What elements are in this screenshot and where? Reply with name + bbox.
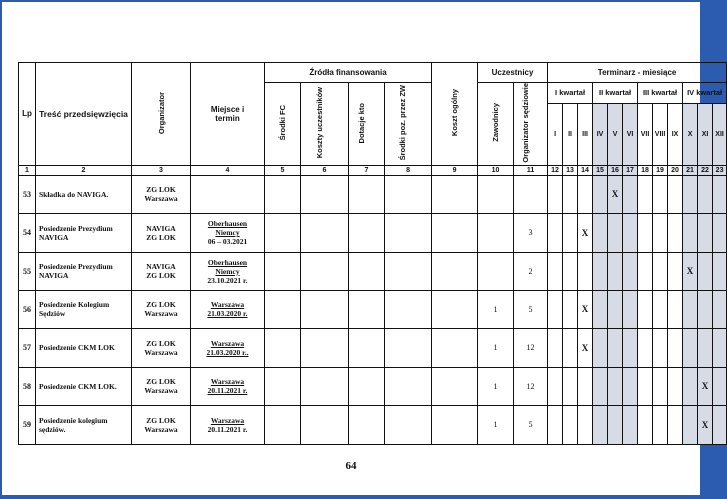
table-row <box>19 405 727 444</box>
row-srodki-fc <box>265 290 301 328</box>
header-tresc: Treść przedsięwzięcia <box>36 63 132 166</box>
row-month-cell <box>563 367 578 405</box>
row-month-cell <box>578 252 593 290</box>
row-koszty-uczestnikow <box>301 175 349 213</box>
header-month: VIII <box>653 103 668 165</box>
row-dotacje <box>349 290 385 328</box>
header-month: IX <box>668 103 683 165</box>
row-month-cell <box>683 290 698 328</box>
row-zawodnicy: 1 <box>478 367 514 405</box>
row-month-cell <box>623 367 638 405</box>
column-number: 10 <box>478 165 514 175</box>
row-month-cell <box>593 175 608 213</box>
row-month-mark: X <box>698 405 713 444</box>
row-month-mark: X <box>578 328 593 367</box>
row-tresc: Składka do NAVIGA. <box>36 175 132 213</box>
row-lp: 55 <box>19 252 36 290</box>
header-month: IV <box>593 103 608 165</box>
row-month-cell <box>638 175 653 213</box>
row-month-cell <box>608 328 623 367</box>
row-miejsce: Warszawa 20.11.2021 r. <box>191 367 265 405</box>
row-month-cell <box>623 252 638 290</box>
row-month-cell <box>578 175 593 213</box>
row-koszt-ogolny <box>432 252 478 290</box>
row-koszty-uczestnikow <box>301 328 349 367</box>
row-koszty-uczestnikow <box>301 252 349 290</box>
column-number: 9 <box>432 165 478 175</box>
row-month-mark: X <box>698 367 713 405</box>
row-month-cell <box>638 405 653 444</box>
header-zrodla: Źródła finansowania <box>265 63 432 83</box>
page-number: 64 <box>345 460 357 472</box>
column-number: 11 <box>514 165 548 175</box>
row-month-mark: X <box>578 213 593 252</box>
row-month-cell <box>668 290 683 328</box>
row-month-cell <box>608 405 623 444</box>
row-month-cell <box>548 213 563 252</box>
row-koszt-ogolny <box>432 367 478 405</box>
row-month-cell <box>563 252 578 290</box>
row-srodki-poz <box>385 290 432 328</box>
row-koszty-uczestnikow <box>301 405 349 444</box>
row-month-cell <box>653 405 668 444</box>
row-sedziowie: 12 <box>514 328 548 367</box>
row-month-cell <box>563 405 578 444</box>
column-number: 8 <box>385 165 432 175</box>
row-miejsce: Oberhausen Niemcy 23.10.2021 r. <box>191 252 265 290</box>
row-koszt-ogolny <box>432 328 478 367</box>
row-month-mark: X <box>683 252 698 290</box>
row-month-cell <box>563 290 578 328</box>
row-srodki-poz <box>385 405 432 444</box>
row-month-cell <box>638 290 653 328</box>
row-sedziowie <box>514 175 548 213</box>
row-miejsce: Oberhausen Niemcy 06 – 03.2021 <box>191 213 265 252</box>
row-srodki-fc <box>265 328 301 367</box>
column-number: 12 <box>548 165 563 175</box>
header-lp: Lp <box>19 63 36 166</box>
row-month-cell <box>713 367 727 405</box>
header-miejsce: Miejsce i termin <box>191 63 265 166</box>
header-koszty-uczestnikow: Koszty uczestników <box>301 83 349 166</box>
row-srodki-fc <box>265 175 301 213</box>
row-koszty-uczestnikow <box>301 213 349 252</box>
row-tresc: Posiedzenie Prezydium NAVIGA <box>36 252 132 290</box>
column-number: 6 <box>301 165 349 175</box>
column-number: 21 <box>683 165 698 175</box>
column-number: 16 <box>608 165 623 175</box>
row-miejsce: Warszawa 20.11.2021 r. <box>191 405 265 444</box>
row-month-cell <box>623 290 638 328</box>
row-miejsce: Warszawa 21.03.2020 r.. <box>191 328 265 367</box>
row-zawodnicy: 1 <box>478 290 514 328</box>
column-number: 3 <box>132 165 191 175</box>
row-month-cell <box>653 252 668 290</box>
column-number: 23 <box>713 165 727 175</box>
header-quarter-1: I kwartał <box>548 83 593 104</box>
row-month-cell <box>713 328 727 367</box>
row-month-cell <box>698 290 713 328</box>
header-quarter-3: III kwartał <box>638 83 683 104</box>
row-month-cell <box>548 328 563 367</box>
row-organizator: ZG LOK Warszawa <box>132 367 191 405</box>
row-month-cell <box>608 367 623 405</box>
row-month-cell <box>668 367 683 405</box>
column-number: 4 <box>191 165 265 175</box>
row-month-mark: X <box>608 175 623 213</box>
row-lp: 57 <box>19 328 36 367</box>
row-month-cell <box>563 213 578 252</box>
row-month-cell <box>638 328 653 367</box>
row-month-cell <box>638 213 653 252</box>
row-month-cell <box>623 213 638 252</box>
row-tresc: Posiedzenie CKM LOK. <box>36 367 132 405</box>
row-organizator: ZG LOK Warszawa <box>132 328 191 367</box>
row-month-cell <box>683 213 698 252</box>
table-row <box>19 175 727 213</box>
header-quarter-2: II kwartał <box>593 83 638 104</box>
header-srodki-poz: Środki poz. przez ZW <box>385 83 432 166</box>
row-month-cell <box>593 252 608 290</box>
header-terminarz: Terminarz - miesiące <box>548 63 727 83</box>
row-lp: 53 <box>19 175 36 213</box>
row-month-cell <box>548 252 563 290</box>
row-srodki-fc <box>265 213 301 252</box>
row-organizator: ZG LOK Warszawa <box>132 405 191 444</box>
header-month: XII <box>713 103 727 165</box>
row-dotacje <box>349 252 385 290</box>
header-uczestnicy: Uczestnicy <box>478 63 548 83</box>
row-zawodnicy <box>478 213 514 252</box>
header-month: XI <box>698 103 713 165</box>
row-month-cell <box>608 252 623 290</box>
row-month-cell <box>683 367 698 405</box>
row-koszt-ogolny <box>432 290 478 328</box>
row-month-cell <box>623 405 638 444</box>
row-month-cell <box>563 175 578 213</box>
row-month-cell <box>548 405 563 444</box>
row-organizator: NAVIGA ZG LOK <box>132 213 191 252</box>
row-month-cell <box>668 405 683 444</box>
row-srodki-fc <box>265 252 301 290</box>
row-tresc: Posiedzenie kolegium sędziów. <box>36 405 132 444</box>
row-sedziowie: 5 <box>514 405 548 444</box>
row-organizator: ZG LOK Warszawa <box>132 175 191 213</box>
row-month-cell <box>698 252 713 290</box>
row-zawodnicy <box>478 252 514 290</box>
row-organizator: NAVIGA ZG LOK <box>132 252 191 290</box>
row-dotacje <box>349 367 385 405</box>
column-number: 15 <box>593 165 608 175</box>
row-dotacje <box>349 328 385 367</box>
row-koszt-ogolny <box>432 213 478 252</box>
row-zawodnicy: 1 <box>478 405 514 444</box>
row-sedziowie: 12 <box>514 367 548 405</box>
row-month-cell <box>608 290 623 328</box>
document-page <box>2 2 724 495</box>
row-zawodnicy: 1 <box>478 328 514 367</box>
row-month-cell <box>653 328 668 367</box>
row-month-cell <box>593 367 608 405</box>
table-row <box>19 213 727 252</box>
header-month: I <box>548 103 563 165</box>
row-srodki-poz <box>385 252 432 290</box>
table-row <box>19 252 727 290</box>
row-srodki-poz <box>385 367 432 405</box>
row-month-cell <box>683 328 698 367</box>
row-sedziowie: 5 <box>514 290 548 328</box>
row-srodki-poz <box>385 175 432 213</box>
header-organizator: Organizator <box>132 63 191 166</box>
header-month: VI <box>623 103 638 165</box>
row-month-cell <box>563 328 578 367</box>
row-month-cell <box>668 252 683 290</box>
header-quarter-4: IV kwartał <box>683 83 727 104</box>
header-month: X <box>683 103 698 165</box>
column-number: 1 <box>19 165 36 175</box>
row-srodki-fc <box>265 367 301 405</box>
header-month: III <box>578 103 593 165</box>
column-number: 2 <box>36 165 132 175</box>
row-month-cell <box>713 213 727 252</box>
row-month-cell <box>698 328 713 367</box>
row-tresc: Posiedzenie Prezydium NAVIGA <box>36 213 132 252</box>
row-koszty-uczestnikow <box>301 290 349 328</box>
row-month-cell <box>593 290 608 328</box>
row-miejsce <box>191 175 265 213</box>
row-month-cell <box>623 328 638 367</box>
row-lp: 54 <box>19 213 36 252</box>
column-number: 19 <box>653 165 668 175</box>
row-month-cell <box>668 328 683 367</box>
table-row <box>19 367 727 405</box>
header-srodki-fc: Środki FC <box>265 83 301 166</box>
table-row <box>19 290 727 328</box>
header-dotacje: Dotacje kto <box>349 83 385 166</box>
row-month-cell <box>668 175 683 213</box>
row-month-cell <box>638 367 653 405</box>
row-dotacje <box>349 405 385 444</box>
row-koszt-ogolny <box>432 175 478 213</box>
row-month-cell <box>698 213 713 252</box>
row-month-cell <box>593 328 608 367</box>
row-month-cell <box>683 405 698 444</box>
row-koszt-ogolny <box>432 405 478 444</box>
row-month-cell <box>623 175 638 213</box>
row-month-mark: X <box>578 290 593 328</box>
row-month-cell <box>653 213 668 252</box>
row-srodki-fc <box>265 405 301 444</box>
column-number: 13 <box>563 165 578 175</box>
row-month-cell <box>548 175 563 213</box>
header-month: VII <box>638 103 653 165</box>
row-tresc: Posiedzenie Kolegium Sędziów <box>36 290 132 328</box>
row-srodki-poz <box>385 213 432 252</box>
row-month-cell <box>653 367 668 405</box>
column-number: 22 <box>698 165 713 175</box>
row-month-cell <box>548 367 563 405</box>
row-lp: 58 <box>19 367 36 405</box>
row-organizator: ZG LOK Warszawa <box>132 290 191 328</box>
row-srodki-poz <box>385 328 432 367</box>
row-month-cell <box>548 290 563 328</box>
row-dotacje <box>349 175 385 213</box>
row-month-cell <box>668 213 683 252</box>
column-number: 5 <box>265 165 301 175</box>
row-sedziowie: 2 <box>514 252 548 290</box>
row-koszty-uczestnikow <box>301 367 349 405</box>
row-month-cell <box>608 213 623 252</box>
row-lp: 56 <box>19 290 36 328</box>
row-month-cell <box>698 175 713 213</box>
row-month-cell <box>653 175 668 213</box>
row-zawodnicy <box>478 175 514 213</box>
row-month-cell <box>593 213 608 252</box>
row-tresc: Posiedzenie CKM LOK <box>36 328 132 367</box>
column-number: 17 <box>623 165 638 175</box>
row-sedziowie: 3 <box>514 213 548 252</box>
row-month-cell <box>713 405 727 444</box>
header-zawodnicy: Zawodnicy <box>478 83 514 166</box>
row-month-cell <box>713 175 727 213</box>
row-month-cell <box>713 290 727 328</box>
header-koszt-ogolny: Koszt ogólny <box>432 63 478 166</box>
row-month-cell <box>683 175 698 213</box>
header-organizator-sedziowie: Organizator sędziowie <box>514 83 548 166</box>
header-month: V <box>608 103 623 165</box>
row-month-cell <box>653 290 668 328</box>
row-month-cell <box>593 405 608 444</box>
row-dotacje <box>349 213 385 252</box>
row-month-cell <box>578 405 593 444</box>
row-month-cell <box>578 367 593 405</box>
column-number: 14 <box>578 165 593 175</box>
row-month-cell <box>713 252 727 290</box>
header-month: II <box>563 103 578 165</box>
plan-table <box>18 62 727 445</box>
column-number: 18 <box>638 165 653 175</box>
row-month-cell <box>638 252 653 290</box>
column-number: 20 <box>668 165 683 175</box>
table-row <box>19 328 727 367</box>
column-number: 7 <box>349 165 385 175</box>
row-lp: 59 <box>19 405 36 444</box>
row-miejsce: Warszawa 21.03.2020 r. <box>191 290 265 328</box>
